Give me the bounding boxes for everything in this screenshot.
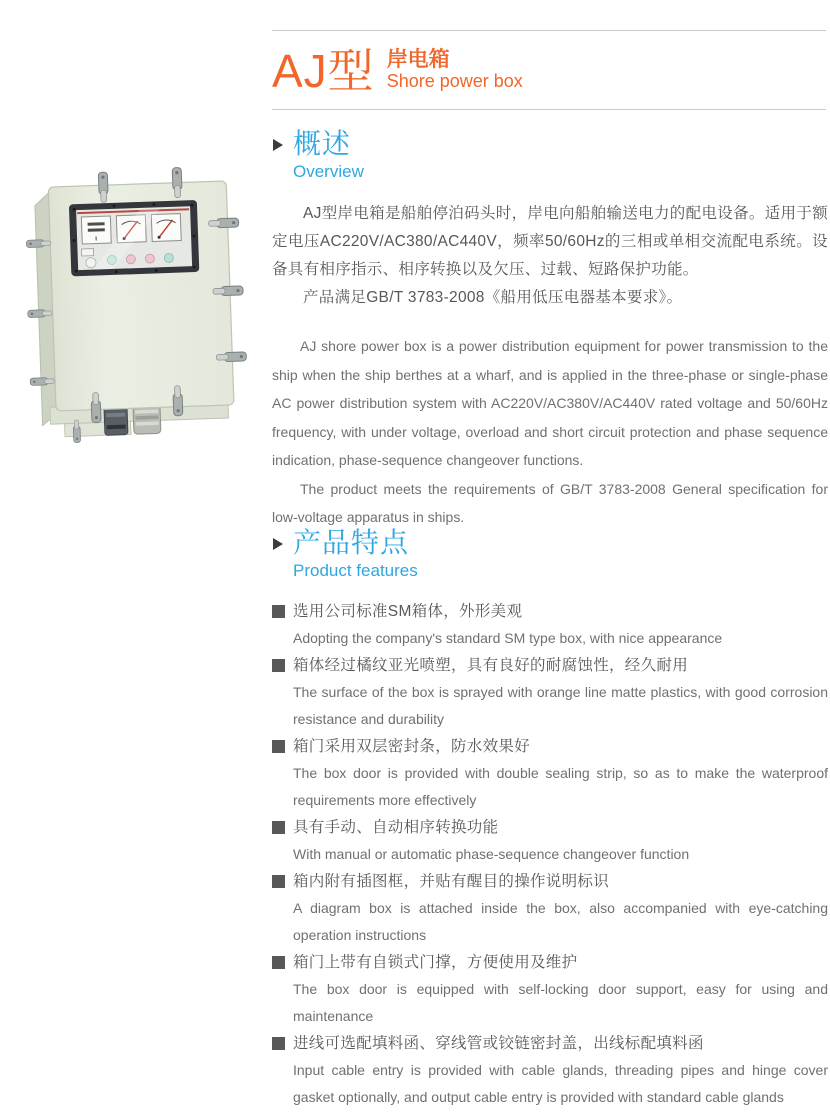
product-photo xyxy=(14,142,266,444)
overview-paragraph-zh: AJ型岸电箱是船舶停泊码头时，岸电向船舶输送电力的配电设备。适用于额定电压AC220V/AC380/AC440V，频率50/60Hz的三相或单相交流配电系统。设备具有相序指示、相序转换以及欠压、过载、短路保护功能。 xyxy=(272,205,828,279)
features-heading xyxy=(272,528,828,581)
feature-en: Adopting the company's standard SM type box, with nice appearance xyxy=(293,630,723,647)
overview-title-zh: 概述 xyxy=(293,128,352,159)
feature-en: The box door is equipped with self-locking door support, easy for using and maintenance xyxy=(293,981,828,1025)
features-section xyxy=(272,528,828,1111)
feature-zh: 选用公司标准SM箱体，外形美观 xyxy=(272,598,828,625)
feature-item xyxy=(272,949,828,1030)
feature-en: A diagram box is attached inside the box, also accompanied with eye-catching operation instructions xyxy=(293,900,828,944)
feature-zh: 进线可选配填料函、穿线管或铰链密封盖，出线标配填料函 xyxy=(272,1030,828,1057)
feature-zh: 箱内附有插图框，并贴有醒目的操作说明标识 xyxy=(272,868,828,895)
overview-title-en: Overview xyxy=(293,161,364,181)
feature-item xyxy=(272,733,828,814)
feature-item xyxy=(272,814,828,868)
square-bullet-icon xyxy=(272,956,285,969)
overview-paragraph-zh: 产品满足GB/T 3783-2008《船用低压电器基本要求》。 xyxy=(303,289,683,307)
overview-heading xyxy=(272,129,828,182)
meter-window xyxy=(69,200,199,276)
feature-en: Input cable entry is provided with cable glands, threading pipes and hinge cover gasket optionally, and output cable entry is provided with standard cable glands xyxy=(293,1062,828,1106)
square-bullet-icon xyxy=(272,821,285,834)
features-title-zh: 产品特点 xyxy=(293,527,410,558)
feature-list xyxy=(272,598,828,1111)
feature-zh: 箱体经过橘纹亚光喷塑，具有良好的耐腐蚀性，经久耐用 xyxy=(272,652,828,679)
feature-item xyxy=(272,1030,828,1111)
section-arrow-icon xyxy=(273,139,283,151)
panel-meter-right xyxy=(151,214,181,242)
square-bullet-icon xyxy=(272,659,285,672)
feature-item xyxy=(272,868,828,949)
shore-power-box-illustration xyxy=(14,142,266,444)
feature-en: The box door is provided with double sealing strip, so as to make the waterproof requirements more effectively xyxy=(293,765,828,809)
top-divider xyxy=(272,30,826,31)
feature-zh: 箱门上带有自锁式门撑，方便使用及维护 xyxy=(272,949,828,976)
overview-paragraph-en: AJ shore power box is a power distribution equipment for power transmission to the ship when the ship berthes at a wharf, and is applied in the three-phase or single-phase AC power distribution system with AC220V/AC380V/AC440V rated voltage and 50/60Hz frequency, with under voltage, overload and short circuit protection and phase sequence indication, phase-sequence changeover functions. xyxy=(272,338,828,469)
product-name xyxy=(387,48,523,92)
feature-item xyxy=(272,598,828,652)
square-bullet-icon xyxy=(272,875,285,888)
square-bullet-icon xyxy=(272,1037,285,1050)
overview-paragraph-en: The product meets the requirements of GB/T 3783-2008 General specification for low-voltage apparatus in ships. xyxy=(272,480,828,526)
panel-meter-left xyxy=(81,216,111,244)
product-model: AJ型 xyxy=(272,45,375,97)
feature-en: The surface of the box is sprayed with orange line matte plastics, with good corrosion resistance and durability xyxy=(293,684,828,728)
product-name-en: Shore power box xyxy=(386,71,523,92)
overview-section xyxy=(272,129,828,532)
section-arrow-icon xyxy=(273,538,283,550)
features-title-en: Product features xyxy=(293,560,418,580)
page-header xyxy=(272,45,523,97)
square-bullet-icon xyxy=(272,740,285,753)
feature-item xyxy=(272,652,828,733)
product-name-zh: 岸电箱 xyxy=(386,48,450,72)
feature-zh: 具有手动、自动相序转换功能 xyxy=(272,814,828,841)
feature-en: With manual or automatic phase-sequence changeover function xyxy=(293,846,690,863)
header-divider xyxy=(272,109,826,110)
feature-zh: 箱门采用双层密封条，防水效果好 xyxy=(272,733,828,760)
square-bullet-icon xyxy=(272,605,285,618)
